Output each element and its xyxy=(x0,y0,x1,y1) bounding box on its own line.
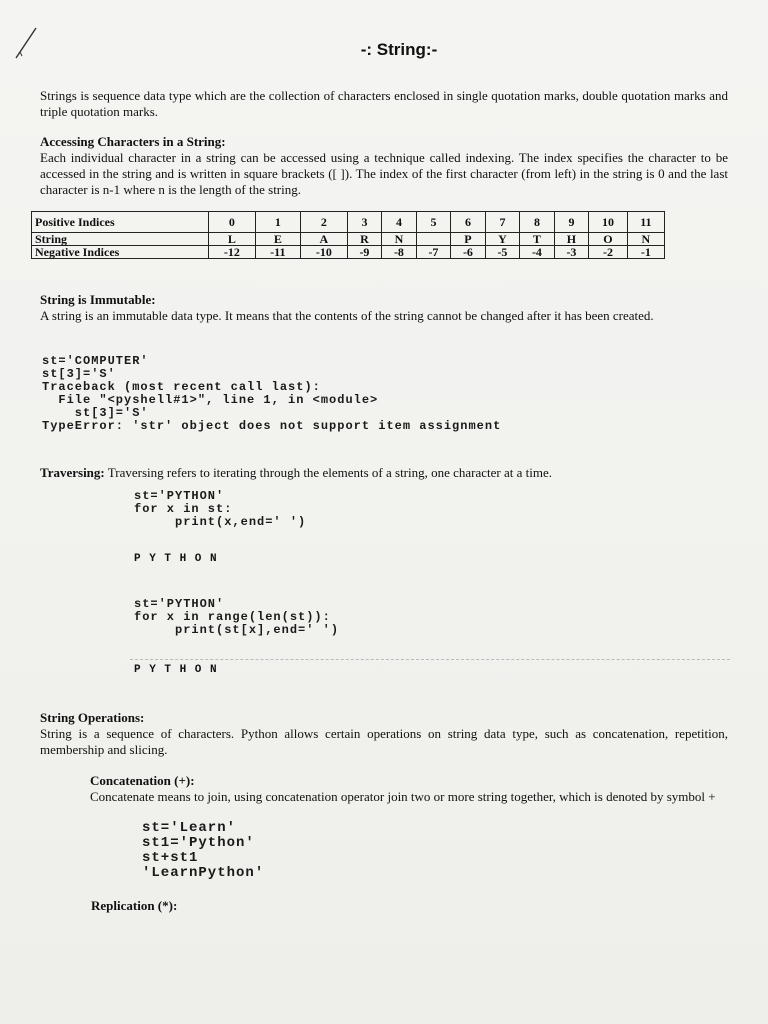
table-cell: 6 xyxy=(451,212,486,233)
traversing-text: Traversing refers to iterating through the elements of a string, one character at a time. xyxy=(107,465,553,480)
concatenation-heading: Concatenation (+): xyxy=(90,773,195,788)
operations-text: String is a sequence of characters. Python allows certain operations on string data type, such as concatenation, repetition, membership and slicing. xyxy=(40,726,728,757)
concatenation-code-block: st='Learn' st1='Python' st+st1 'LearnPython' xyxy=(142,820,265,881)
table-cell: 0 xyxy=(209,212,256,233)
table-cell: 7 xyxy=(485,212,520,233)
table-row-string xyxy=(32,233,665,246)
row-label: String xyxy=(32,233,209,246)
table-cell: 4 xyxy=(382,212,417,233)
table-cell: H xyxy=(554,233,589,246)
operations-heading: String Operations: xyxy=(40,710,145,725)
traversing-heading: Traversing: xyxy=(40,465,105,480)
table-cell: -1 xyxy=(627,246,664,259)
traversing-code-2: st='PYTHON' for x in range(len(st)): print(st[x],end=' ') xyxy=(134,597,340,637)
table-cell: -12 xyxy=(209,246,256,259)
table-cell: -6 xyxy=(451,246,486,259)
immutable-section xyxy=(40,292,728,324)
table-cell: L xyxy=(209,233,256,246)
accessing-heading: Accessing Characters in a String: xyxy=(40,134,226,149)
traversing-output-1: P Y T H O N xyxy=(134,553,218,565)
table-cell: -3 xyxy=(554,246,589,259)
table-cell: A xyxy=(301,233,348,246)
concatenation-text: Concatenate means to join, using concatenation operator join two or more string together, which is denoted by symbol + xyxy=(90,789,716,804)
table-cell: N xyxy=(627,233,664,246)
index-table xyxy=(31,211,665,259)
table-cell: 8 xyxy=(520,212,555,233)
replication-heading: Replication (*): xyxy=(91,898,178,913)
row-label: Positive Indices xyxy=(32,212,209,233)
table-cell: R xyxy=(347,233,382,246)
table-cell: P xyxy=(451,233,486,246)
row-label: Negative Indices xyxy=(32,246,209,259)
accessing-section xyxy=(40,134,728,198)
table-cell: 10 xyxy=(589,212,628,233)
operations-section xyxy=(40,710,728,758)
table-cell: -4 xyxy=(520,246,555,259)
table-cell: 1 xyxy=(255,212,300,233)
table-cell: -8 xyxy=(382,246,417,259)
immutable-text: A string is an immutable data type. It means that the contents of the string cannot be changed after it has been created. xyxy=(40,308,654,323)
table-cell: 9 xyxy=(554,212,589,233)
page-title: -: String:- xyxy=(360,40,438,59)
table-cell: 2 xyxy=(301,212,348,233)
concatenation-section xyxy=(90,773,727,805)
traversing-section xyxy=(40,465,728,481)
table-cell: 11 xyxy=(627,212,664,233)
immutable-code-block: st='COMPUTER' st[3]='S' Traceback (most recent call last): File "<pyshell#1>", line 1, in <module> st[3]='S' TypeError: 'str' object does not support item assignment xyxy=(42,354,502,433)
table-cell: -2 xyxy=(589,246,628,259)
immutable-heading: String is Immutable: xyxy=(40,292,156,307)
table-cell: 5 xyxy=(416,212,451,233)
table-cell: -10 xyxy=(301,246,348,259)
table-cell: E xyxy=(255,233,300,246)
intro-paragraph: Strings is sequence data type which are the collection of characters enclosed in single quotation marks, double quotation marks and triple quotation marks. xyxy=(40,88,728,119)
table-cell: 3 xyxy=(347,212,382,233)
table-cell: T xyxy=(520,233,555,246)
table-row-negative xyxy=(32,246,665,259)
traversing-code-1: st='PYTHON' for x in st: print(x,end=' ') xyxy=(134,489,307,529)
replication-section xyxy=(91,898,491,914)
table-cell: -9 xyxy=(347,246,382,259)
table-row-positive xyxy=(32,212,665,233)
table-cell: N xyxy=(382,233,417,246)
table-cell xyxy=(416,233,451,246)
table-cell: O xyxy=(589,233,628,246)
divider xyxy=(130,659,730,660)
table-cell: -7 xyxy=(416,246,451,259)
table-cell: -11 xyxy=(255,246,300,259)
table-cell: Y xyxy=(485,233,520,246)
traversing-output-2: P Y T H O N xyxy=(134,664,218,676)
accessing-text: Each individual character in a string can be accessed using a technique called indexing. The index specifies the character to be accessed in the string and is written in square brackets ([ ]). The index of the first character (from left) in the string is 0 and the last character is n-1 where n is the length of the string. xyxy=(40,150,728,197)
table-cell: -5 xyxy=(485,246,520,259)
